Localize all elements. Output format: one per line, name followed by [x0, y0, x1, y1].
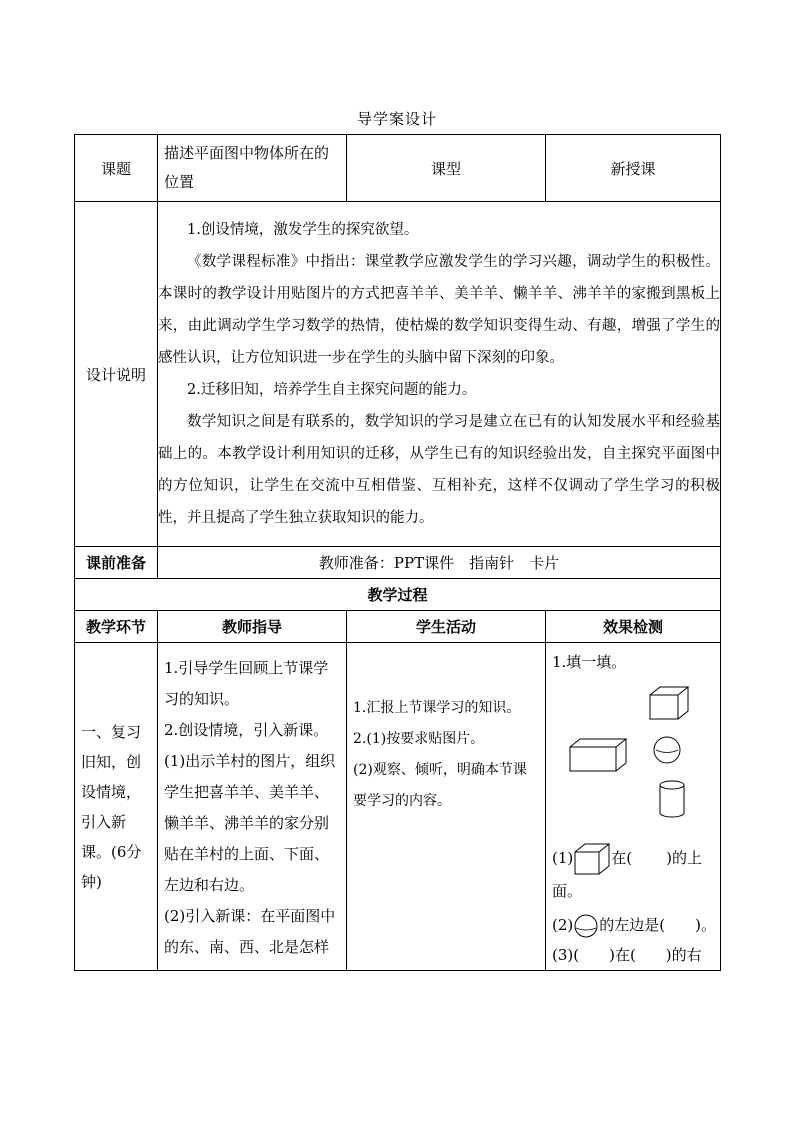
teacher-item-1: 1.引导学生回顾上节课学习的知识。 [164, 659, 329, 708]
lesson-plan-table [74, 134, 721, 971]
design-label: 设计说明 [75, 202, 158, 547]
design-para-3: 2.迁移旧知，培养学生自主探究问题的能力。 [187, 382, 477, 398]
cube-icon [573, 842, 611, 876]
col-header-check: 效果检测 [546, 611, 721, 643]
column-header-row [75, 611, 721, 643]
col-header-teacher: 教师指导 [158, 611, 347, 643]
check-heading: 1.填一填。 [552, 653, 627, 671]
col-header-step: 教学环节 [75, 611, 158, 643]
prep-label: 课前准备 [75, 547, 158, 579]
question-2: (2) 的左边是( )。 [552, 910, 716, 940]
document-title: 导学案设计 [356, 110, 437, 128]
design-notes [158, 202, 721, 547]
prep-row [75, 547, 721, 579]
question-1: (1) 在( )的上面。 [552, 842, 716, 906]
student-item-2: 2.(1)按要求贴图片。 [353, 731, 485, 747]
effect-check [546, 643, 721, 971]
student-item-3: (2)观察、倾听，明确本节课要学习的内容。 [353, 762, 527, 809]
shapes-figure [552, 677, 716, 842]
type-label: 课型 [347, 135, 546, 202]
teacher-item-2: 2.创设情境，引入新课。 [164, 721, 329, 739]
student-activity [347, 643, 546, 971]
topic-row [75, 135, 721, 202]
prep-value: 教师准备：PPT课件 指南针 卡片 [158, 547, 721, 579]
topic-value: 描述平面图中物体所在的位置 [158, 135, 347, 202]
type-value: 新授课 [546, 135, 721, 202]
design-para-1: 1.创设情境，激发学生的探究欲望。 [187, 222, 419, 238]
topic-label: 课题 [75, 135, 158, 202]
design-para-2: 《数学课程标准》中指出：课堂教学应激发学生的学习兴趣，调动学生的积极性。本课时的教学设计用贴图片的方式把喜羊羊、美羊羊、懒羊羊、沸羊羊的家搬到黑板上来，由此调动学生学习数学的热情，使枯燥的数学知识变得生动、有趣，增强了学生的感性认识，让方位知识进一步在学生的头脑中留下深刻的印象。 [158, 254, 720, 366]
teacher-guidance [158, 643, 347, 971]
question-3: (3)( )在( )的右 [552, 946, 702, 964]
design-para-4: 数学知识之间是有联系的，数学知识的学习是建立在已有的认知发展水平和经验基础上的。本教学设计利用知识的迁移，从学生已有的知识经验出发，自主探究平面图中的方位知识，让学生在交流中互相借鉴、互相补充，这样不仅调动了学生学习的积极性，并且提高了学生独立获取知识的能力。 [158, 414, 720, 526]
ball-icon [573, 913, 599, 939]
design-row [75, 202, 721, 547]
teacher-item-3: (1)出示羊村的图片，组织学生把喜羊羊、美羊羊、懒羊羊、沸羊羊的家分别贴在羊村的上面、下面、左边和右边。 [164, 752, 336, 894]
teacher-item-4: (2)引入新课：在平面图中的东、南、西、北是怎样 [164, 907, 336, 956]
cylinder-icon [658, 779, 686, 819]
step-name: 一、复习旧知，创设情境，引入新课。(6分钟) [75, 643, 158, 971]
student-item-1: 1.汇报上节课学习的知识。 [353, 700, 521, 716]
cuboid-icon [568, 737, 628, 773]
process-title: 教学过程 [75, 579, 721, 611]
col-header-student: 学生活动 [347, 611, 546, 643]
step-row [75, 643, 721, 971]
small-cube-icon [648, 685, 690, 721]
sphere-icon [652, 735, 682, 765]
process-title-row [75, 579, 721, 611]
